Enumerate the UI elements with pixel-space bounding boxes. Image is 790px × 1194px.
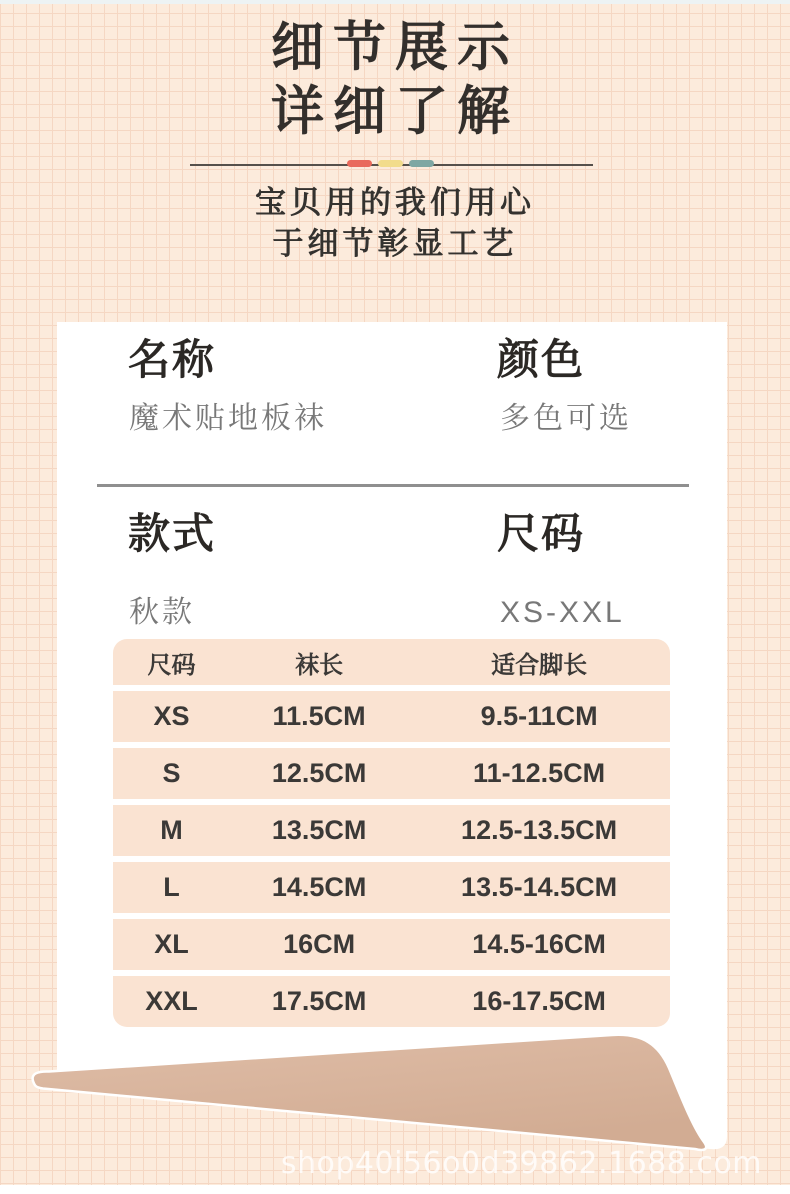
top-edge-strip [0,0,790,4]
field-label-name: 名称 [128,338,217,384]
table-row [113,748,670,799]
cell-sock-length: 14.5CM [271,872,367,902]
table-row [113,862,670,913]
cell-sock-length: 16CM [283,929,356,959]
table-row [113,919,670,970]
field-label-color: 颜色 [497,338,586,384]
subtitle-line2: 于细节彰显工艺 [272,226,518,261]
watermark-text: shop40i56o0d39862.1688.com [280,1146,762,1181]
cell-size: M [160,815,183,845]
size-table-header-row [113,639,670,685]
cell-sock-length: 11.5CM [272,701,366,731]
yellow-dash-icon [378,160,403,167]
table-row [113,691,670,742]
col-header-size: 尺码 [147,651,196,679]
field-value-style: 秋款 [129,596,195,629]
size-table [113,639,670,1027]
card-divider [97,484,689,487]
cell-foot-length: 13.5-14.5CM [461,872,618,902]
cell-size: S [162,758,181,788]
cell-foot-length: 14.5-16CM [472,929,606,959]
cell-sock-length: 17.5CM [271,986,367,1016]
field-value-color: 多色可选 [500,402,632,435]
cell-sock-length: 13.5CM [271,815,367,845]
col-header-foot-length: 适合脚长 [491,651,588,679]
cell-foot-length: 16-17.5CM [472,986,606,1016]
red-dash-icon [347,160,372,167]
cell-size: XL [154,929,189,959]
cell-foot-length: 12.5-13.5CM [461,815,618,845]
field-value-size: XS-XXL [500,596,625,629]
field-value-name: 魔术贴地板袜 [129,402,327,435]
cell-size: L [163,872,180,902]
table-row [113,976,670,1027]
divider-dashes [347,160,434,167]
table-row [113,805,670,856]
cell-size: XXL [145,986,198,1016]
bottom-edge-strip [0,1185,790,1194]
page-title-line2: 详细了解 [271,83,519,141]
teal-dash-icon [409,160,434,167]
subtitle-line1: 宝贝用的我们用心 [255,185,535,220]
cell-foot-length: 11-12.5CM [473,758,606,788]
page-title-line1: 细节展示 [271,19,519,77]
cell-size: XS [153,701,190,731]
field-label-style: 款式 [128,512,217,558]
col-header-sock-length: 袜长 [295,651,344,679]
cell-sock-length: 12.5CM [271,758,367,788]
cell-foot-length: 9.5-11CM [480,701,598,731]
field-label-size: 尺码 [497,512,586,558]
